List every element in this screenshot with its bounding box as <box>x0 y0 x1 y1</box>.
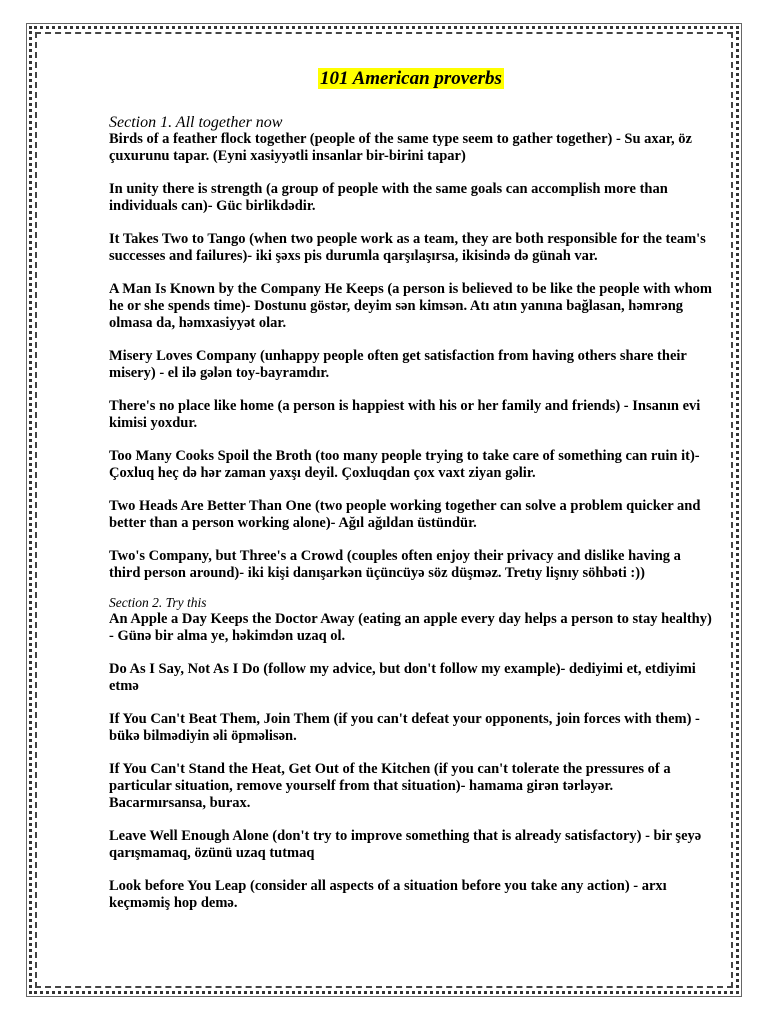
proverb-item: Misery Loves Company (unhappy people often get satisfaction from having others share their misery) - el ilə gələn toy-bayramdır. <box>109 348 687 381</box>
proverb-item: An Apple a Day Keeps the Doctor Away (eating an apple every day helps a person to stay healthy) - Günə bir alma ye, həkimdən uzaq ol. <box>109 611 712 644</box>
section-heading: Section 2. Try this <box>109 595 207 610</box>
proverb-item: It Takes Two to Tango (when two people work as a team, they are both responsible for the team's successes and failures)- iki şəxs pis durumla qarşılaşırsa, ikisində də günah var. <box>109 231 706 264</box>
proverb-item: If You Can't Stand the Heat, Get Out of the Kitchen (if you can't tolerate the pressures of a particular situation, remove yourself from that situation)- hamama girən tərləyər. Bacarmırsansa, burax. <box>109 761 671 811</box>
proverb-item: Two Heads Are Better Than One (two people working together can solve a problem quicker and better than a person working alone)- Ağıl ağıldan üstündür. <box>109 498 701 531</box>
proverb-item: A Man Is Known by the Company He Keeps (a person is believed to be like the people with whom he or she spends time)- Dostunu göstər, deyim sən kimsən. Atı atın yanına bağlasan, həmrəng olmasa da, həmxasiyyət olar. <box>109 281 712 331</box>
proverb-item: In unity there is strength (a group of people with the same goals can accomplish more than individuals can)- Güc birlikdədir. <box>109 181 668 214</box>
proverb-item: Two's Company, but Three's a Crowd (couples often enjoy their privacy and dislike having a third person around)- iki kişi danışarkən üçüncüyə söz düşməz. Tretıy lişnıy söhbəti :)) <box>109 548 681 581</box>
proverb-item: There's no place like home (a person is happiest with his or her family and friends) - Insanın evi kimisi yoxdur. <box>109 398 701 431</box>
proverb-item: If You Can't Beat Them, Join Them (if you can't defeat your opponents, join forces with them) - bükə bilmədiyin əli öpməlisən. <box>109 711 700 744</box>
section-heading: Section 1. All together now <box>109 114 283 131</box>
proverb-item: Do As I Say, Not As I Do (follow my advice, but don't follow my example)- dediyimi et, etdiyimi etmə <box>109 661 696 694</box>
proverb-item: Too Many Cooks Spoil the Broth (too many people trying to take care of something can ruin it)- Çoxluq heç də hər zaman yaxşı deyil. Çoxluqdan çox vaxt ziyan gəlir. <box>109 448 700 481</box>
page-title: 101 American proverbs <box>320 68 502 89</box>
proverb-item: Birds of a feather flock together (people of the same type seem to gather together) - Su axar, öz çuxurunu tapar. (Eyni xasiyyətli insanlar bir-birini tapar) <box>109 131 692 164</box>
document-body <box>109 66 713 928</box>
proverb-item: Look before You Leap (consider all aspects of a situation before you take any action) - arxı keçməmiş hop demə. <box>109 878 667 911</box>
proverb-item: Leave Well Enough Alone (don't try to improve something that is already satisfactory) - bir şeyə qarışmamaq, özünü uzaq tutmaq <box>109 828 702 861</box>
